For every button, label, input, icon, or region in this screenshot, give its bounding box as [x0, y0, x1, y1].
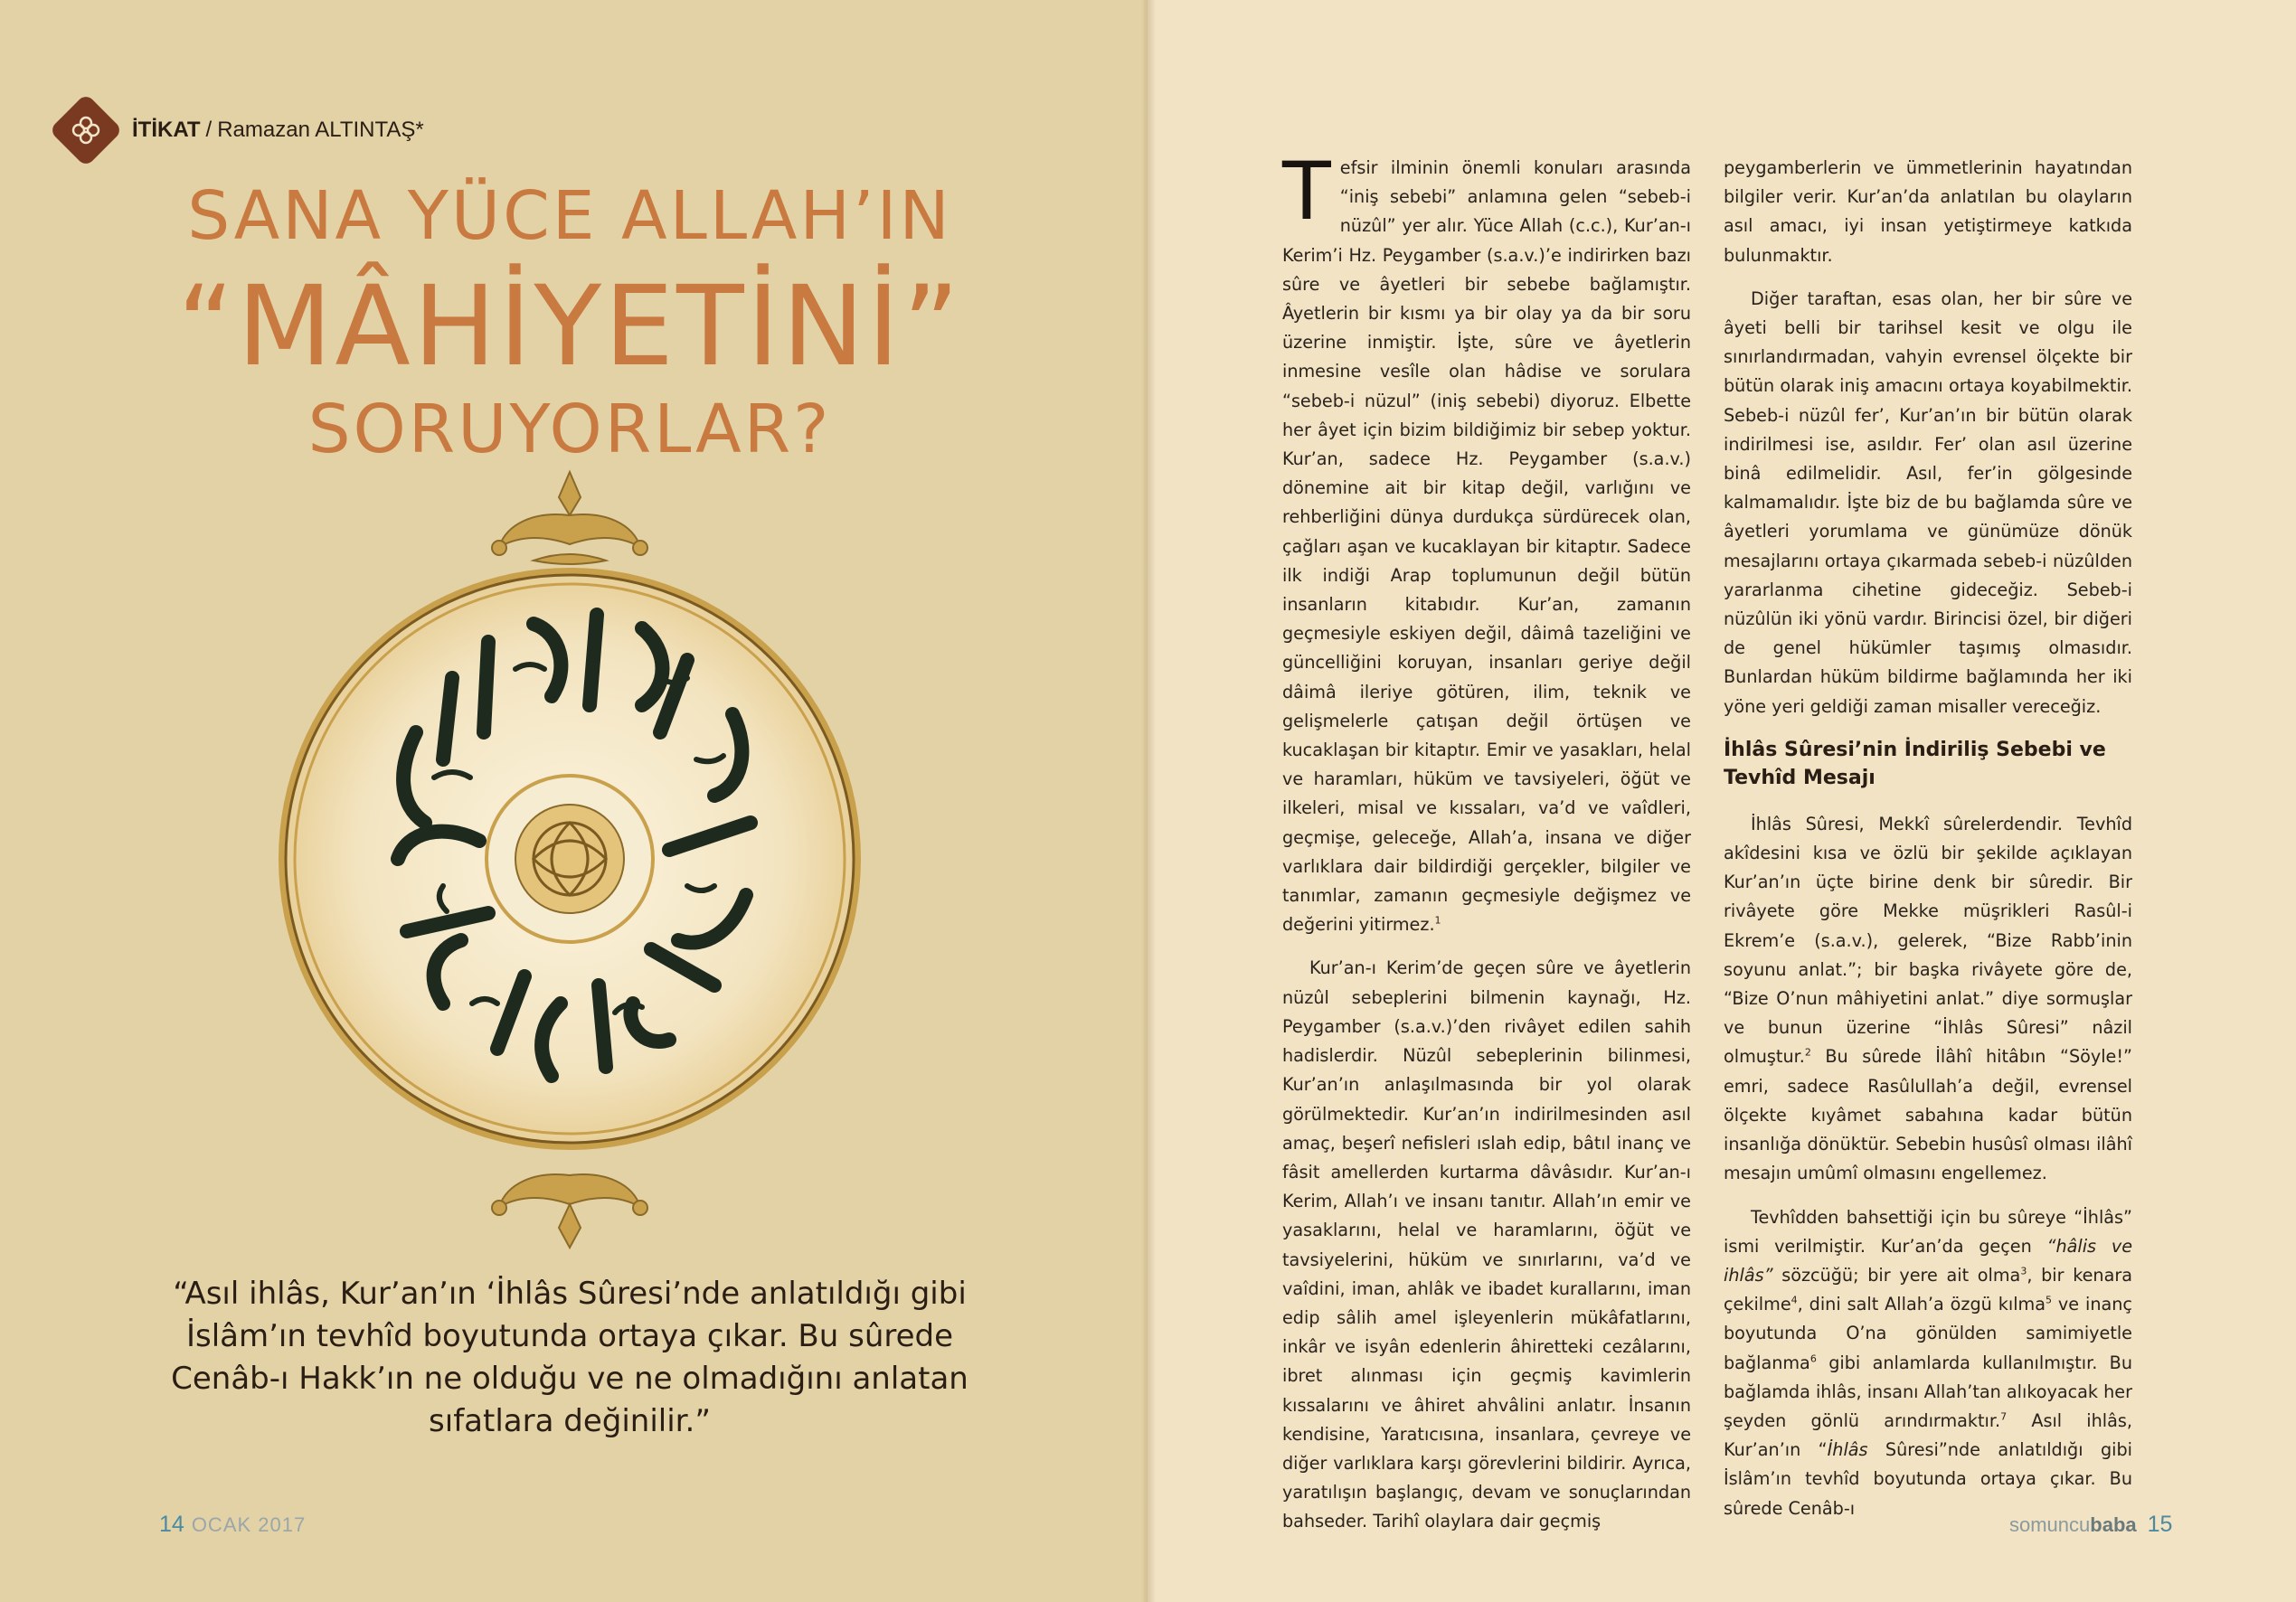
author-name: Ramazan ALTINTAŞ* [217, 118, 424, 142]
paragraph-text: Bu sûrede İlâhî hitâbın “Söyle!” emri, sadece Rasûlullah’a değil, evrensel ölçekte kıyâmet sabahına kadar bütün insanlığa dönüktür. Sebebin husûsî olması ilâhî mesajın umûmî olmasını engellemez. [1724, 1046, 2132, 1184]
section-label [132, 118, 424, 143]
paragraph: Kur’an-ı Kerim’de geçen sûre ve âyetlerin nüzûl sebeplerini bilmenin kaynağı, Hz. Peygamber (s.a.v.)’den rivâyet edilen sahih hadislerdir. Nüzûl sebeplerinin bilinmesi, Kur’an’ın anlaşılmasında bir yol olarak görülmektedir. Kur’an’ın indirilmesinden asıl amaç, beşerî nefisleri ıslah edip, bâtıl inanç ve fâsit amellerden kurtarma dâvâsıdır. Kur’an-ı Kerim, Allah’ı ve insanı tanıtır. Allah’ın emir ve yasaklarını, helal ve haramlarını, öğüt ve tavsiyelerini, hüküm ve sınırlarını, va’d ve vaîdini, iman, ahlâk ve ibadet kurallarını, iman edip sâlih amel işleyenlerin mükâfatlarını, inkâr ve isyân edenlerin âhiretteki cezâlarını, ibret alınması için geçmiş kavimlerin kıssalarını ve âhiret ahvâlini anlatır. İnsanın kendisine, Yaratıcısına, insanlara, çevreye ve diğer varlıklara karşı görevlerini bildirir. Ayrıca, yaratılışın başlangıç, devam ve sonuçlarından bahseder. Tarihî olaylara dair geçmiş [1282, 957, 1691, 1532]
folio-left [159, 1512, 306, 1538]
headline-line-3: SORUYORLAR? [307, 391, 832, 468]
issue-date: OCAK 2017 [191, 1513, 307, 1536]
footnote-ref: 4 [1791, 1294, 1798, 1306]
section-separator: / [205, 118, 213, 142]
section-logo-icon [49, 93, 123, 167]
footnote-ref: 6 [1809, 1352, 1817, 1365]
article-column-1 [1282, 145, 1691, 1551]
paragraph-text: Sûresi”nde anlatıldığı gibi İslâm’ın tevhîd boyutunda ortaya çıkar. Bu sûrede Cenâb-ı [1724, 1439, 2132, 1519]
paragraph [1282, 145, 1691, 939]
section-header [60, 98, 424, 163]
footnote-ref: 7 [2000, 1410, 2008, 1423]
footnote-ref: 2 [1804, 1047, 1811, 1060]
pull-quote: “Asıl ihlâs, Kur’an’ın ‘İhlâs Sûresi’nde anlatıldığı gibi İslâm’ın tevhîd boyutunda ortaya çıkar. Bu sûrede Cenâb-ı Hakk’ın ne olduğu ve ne olmadığını anlatan sıfatlara değinilir.” [171, 1276, 968, 1439]
paragraph-text: İhlâs Sûresi, Mekkî sûrelerdendir. Tevhîd akîdesini kısa ve özlü bir şekilde açıklayan Kur’an’ın üçte birine denk bir sûredir. Bir rivâyete göre Mekke müşrikleri Rasûl-i Ekrem’e (s.a.v.), gelerek, “Bize Rabb’inin soyunu anlat.”; bir başka rivâyete göre de, “Bize O’nun mâhiyetini anlat.” diye sormuşlar ve bunun üzerine “İhlâs Sûresi” nâzil olmuştur. [1724, 813, 2132, 1068]
paragraph-text: ve inanç boyutunda O’na gönülden samimiyetle bağlanma [1724, 1294, 2132, 1373]
headline-line-1: SANA YÜCE ALLAH’IN [187, 177, 952, 255]
paragraph: Diğer taraftan, esas olan, her bir sûre ve âyeti belli bir tarihsel kesit ve olgu ile sınırlandırmadan, vahyin evrensel ölçekte bir bütün olarak iniş amacını ortaya koyabilmektir. Sebeb-i nüzûl fer’, Kur’an’ın bir bütün olarak indirilmesi ise, asıldır. Fer’ olan asıl üzerine binâ edilmelidir. Asıl, fer’in gölgesinde kalmamalıdır. İşte biz de bu bağlamda sûre ve âyetleri yorumlama ve günümüze dönük mesajlarını ortaya çıkarmada sebeb-i nüzûlden yararlanma cihetine gideceğiz. Sebeb-i nüzûlün iki yönü vardır. Birincisi özel, bir diğeri de genel hükümler taşımış olmasıdır. Bunlardan hüküm bildirme bağlamında her iki yöne yeri geldiği zaman misaller vereceğiz. [1724, 287, 2132, 717]
section-subheading: İhlâs Sûresi’nin İndiriliş Sebebi ve Tevhîd Mesajı [1724, 738, 2106, 789]
calligraphy-medallion [262, 461, 877, 1257]
paragraph [1724, 810, 2132, 1189]
magazine-name-prefix: somuncu [2009, 1513, 2091, 1536]
paragraph-text: gibi anlamlarda kullanılmıştır. Bu bağlamda ihlâs, insanı Allah’tan alıkoyacak her şeyden gönlü arındırmaktır. [1724, 1352, 2132, 1431]
footnote-ref: 1 [1434, 914, 1441, 927]
paragraph-text: Tevhîdden bahsettiği için bu sûreye “İhlâs” ismi verilmiştir. Kur’an’da geçen [1724, 1206, 2132, 1257]
paragraph [1724, 1203, 2132, 1523]
drop-cap: T [1282, 145, 1331, 238]
top-ornament [492, 472, 647, 564]
page-spine [1141, 0, 1156, 1602]
italic-term: “hâlis ve ihlâs” [1724, 1235, 2132, 1286]
footnote-ref: 3 [2020, 1265, 2027, 1277]
paragraph-text: , dini salt Allah’a özgü kılma [1797, 1294, 2046, 1315]
page-number-left: 14 [159, 1512, 184, 1537]
headline-line-2: “MÂHİYETİNİ” [176, 262, 963, 391]
paragraph-text: efsir ilminin önemli konuları arasında “iniş sebebi” anlamına gelen “sebeb-i nüzûl” yer alır. Yüce Allah (c.c.), Kur’an-ı Kerim’i Hz. Peygamber (s.a.v.)’e indirirken bazı sûre ve âyetleri bir sebebe bağlamıştır. Âyetlerin bir kısmı ya bir olay ya da bir soru üzerine inmiştir. İşte, sûre ve âyetlerin inmesine vesîle olan hâdise ve sorulara “sebeb-i nüzul” (iniş sebebi) diyoruz. Elbette her âyet için bizim bildiğimiz bir sebep yoktur. Kur’an, sadece Hz. Peygamber (s.a.v.) dönemine ait bir kitap değil, varlığını ve rehberliğini dünya durdukça sürdürecek olan, çağları aşan ve kucaklayan bir kitaptır. Sadece ilk indiği Arap toplumunun değil bütün insanların kitabıdır. Kur’an, zamanın geçmesiyle eskiyen değil, dâimâ tazeliğini ve güncelliğini koruyan, insanları geriye değil dâimâ ileriye götüren, ilim, teknik ve gelişmelerle çatışan değil örtüşen ve kucaklaşan bir kitaptır. Emir ve yasakları, helal ve haramları, hüküm ve tavsiyeleri, öğüt ve ilkeleri, misal ve kıssaları, va’d ve vaîdleri, geçmişe, geleceğe, Allah’a, insana ve diğer varlıklara dair bildirdiği gerçekler, bilgiler ve tanımlar, zamanın geçmesiyle değişmez ve değerini yitirmez. [1282, 157, 1691, 936]
bottom-ornament [492, 1174, 647, 1248]
magazine-name-suffix: baba [2090, 1513, 2137, 1536]
italic-term: İhlâs [1827, 1439, 1868, 1461]
paragraph: peygamberlerin ve ümmetlerinin hayatından bilgiler verir. Kur’an’da anlatılan bu olayların asıl amacı, iyi insan yetiştirmeye katkıda bulunmaktır. [1724, 157, 2132, 266]
paragraph-text: , bir kenara çekilme [1724, 1264, 2133, 1315]
paragraph-text: Asıl ihlâs, Kur’an’ın “ [1724, 1409, 2132, 1461]
article-column-2 [1724, 154, 2132, 1538]
section-name: İTİKAT [132, 118, 201, 142]
page-number-right: 15 [2147, 1512, 2173, 1537]
paragraph-text: sözcüğü; bir yere ait olma [1772, 1264, 2021, 1286]
footnote-ref: 5 [2045, 1294, 2052, 1306]
